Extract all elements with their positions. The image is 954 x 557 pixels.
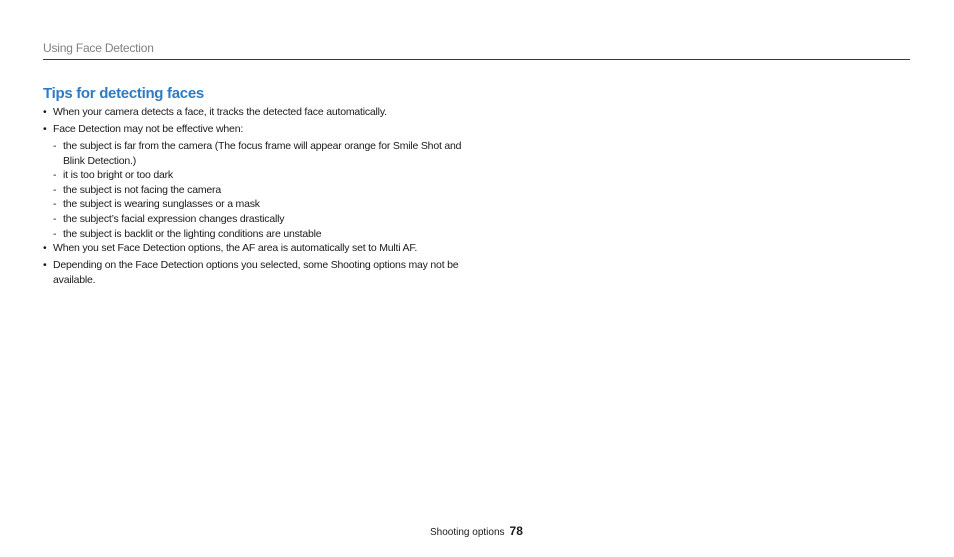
dash-icon: - [53,139,57,152]
list-item-text: When you set Face Detection options, the AF area is automatically set to Multi AF. [53,242,418,255]
tips-list [43,105,463,287]
sublist-item-text: the subject is wearing sunglasses or a mask [63,198,260,211]
list-item [43,241,463,256]
list-item-text: When your camera detects a face, it tracks the detected face automatically. [53,106,387,118]
running-header: Using Face Detection [43,41,154,55]
dash-icon: - [53,198,57,211]
sublist-item [53,139,463,168]
footer-chapter: Shooting options [430,527,505,538]
header-divider [43,59,910,60]
list-item [43,122,463,137]
bullet-icon: • [43,242,47,255]
page-footer [430,524,523,538]
sublist-item-text: the subject is backlit or the lighting conditions are unstable [63,227,322,240]
conditions-sublist [43,139,463,241]
list-item-text: Face Detection may not be effective when: [53,122,244,135]
bullet-icon: • [43,259,47,272]
list-item [43,258,463,287]
sublist-item-text: the subject is far from the camera (The focus frame will appear orange for Smile Shot and Blink Detection.) [63,139,462,167]
sublist-item [53,212,463,227]
dash-icon: - [53,183,57,196]
list-item [43,105,463,120]
bullet-icon: • [43,106,47,118]
sublist-item [53,183,463,198]
section-title: Tips for detecting faces [43,85,204,102]
sublist-item-text: the subject is not facing the camera [63,183,221,196]
page-number: 78 [509,524,523,538]
bullet-icon: • [43,122,47,135]
dash-icon: - [53,169,57,182]
sublist-item-text: it is too bright or too dark [63,169,173,182]
sublist-item [53,168,463,183]
list-item-text: Depending on the Face Detection options you selected, some Shooting options may not be available. [53,259,459,286]
dash-icon: - [53,227,57,240]
sublist-item [53,197,463,212]
sublist-item-text: the subject’s facial expression changes drastically [63,212,285,225]
sublist-item [53,227,463,242]
dash-icon: - [53,212,57,225]
